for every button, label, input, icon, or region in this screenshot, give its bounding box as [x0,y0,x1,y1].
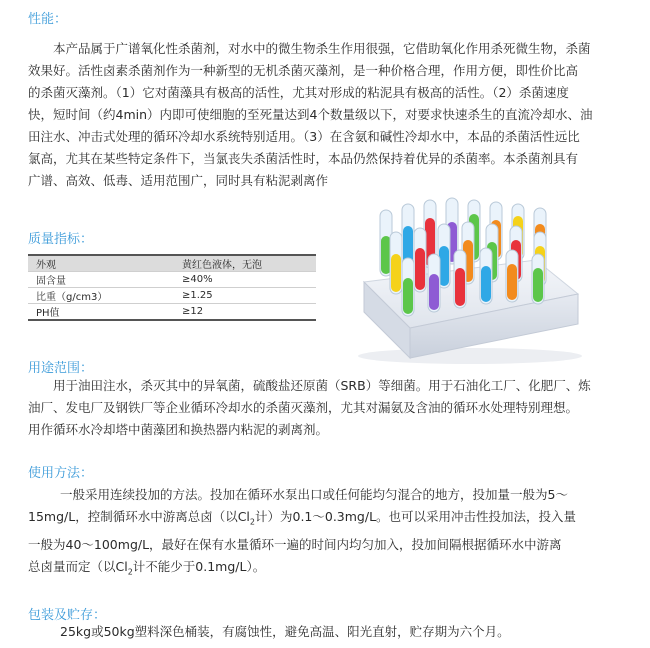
properties-paragraph [28,38,628,192]
quality-table [28,254,316,321]
test-tube [414,228,426,292]
method-text: 计不能少于0.1mg/L）。 [132,558,266,574]
test-tube [428,254,440,312]
table-row [28,272,316,288]
quality-item: 固含量 [28,272,174,288]
properties-line: 本产品属于广谱氧化性杀菌剂，对水中的微生物杀生作用很强，它借助氧化作用杀死微生物，杀菌 [53,41,591,56]
test-tube [506,250,518,302]
method-line: 一般为40～100mg/L，最好在保有水量循环一遍的时间内均匀加入，投加间隔根据循环水中游离 [28,536,562,552]
rack-shadow [358,348,582,364]
usage-scope-line: 用作循环水冷却塔中菌藻团和换热器内粘泥的剥离剂。 [28,422,329,437]
method-text: 计）为0.1～0.3mg/L。也可以采用冲击性投加法，投入量 [255,509,577,524]
storage-paragraph [28,621,628,643]
test-tube [402,258,414,316]
method-line: 一般采用连续投加的方法。投加在循环水泵出口或任何能均匀混合的地方，投加量一般为5～ [60,487,568,502]
usage-scope-line: 用于油田注水，杀灭其中的异氧菌，硫酸盐还原菌（SRB）等细菌。用于石油化工厂、化肥厂、炼 [53,378,591,393]
method-text: 总卤量而定（以Cl [28,558,128,574]
table-row [28,255,316,272]
quality-item: 比重（g/cm3） [28,288,174,304]
table-row [28,304,316,321]
properties-line: 快，短时间（约4min）内即可使细胞的至死量达到4个数量级以下，对要求快速杀生的直流冷却水、油 [28,107,593,122]
method-line [28,506,628,534]
table-row [28,288,316,304]
properties-heading: 性能： [28,12,68,27]
test-tube-rack-image [350,196,582,366]
test-tube [480,248,492,304]
method-heading: 使用方法： [28,466,94,481]
properties-line: 氯高，尤其在某些特定条件下，当氯丧失杀菌活性时，本品仍然保持着优异的杀菌率。本杀菌剂具有 [28,151,579,166]
storage-heading: 包装及贮存： [28,608,107,623]
test-tube [390,232,402,294]
quality-value: ≥1.25 [174,288,316,304]
properties-line: 田注水、冲击式处理的循环冷却水系统特别适用。（3）在含氨和碱性冷却水中，本品的杀菌活性远比 [28,129,580,144]
quality-value: 黄红色液体，无泡 [174,255,316,272]
subscript: 2 [249,517,255,527]
usage-scope-line: 油厂、发电厂及钢铁厂等企业循环冷却水的杀菌灭藻剂，尤其对漏氨及含油的循环水处理特别理想。 [28,400,579,415]
properties-line: 效果好。活性卤素杀菌剂作为一种新型的无机杀菌灭藻剂，是一种价格合理，作用方便，即性价比高 [28,63,579,78]
test-tube [454,250,466,308]
test-tube [532,254,544,304]
method-paragraph [28,484,628,583]
usage-scope-paragraph [28,375,628,441]
method-line [28,556,628,584]
method-text: 15mg/L，控制循环水中游离总卤（以Cl [28,509,250,524]
quality-value: ≥12 [174,304,316,321]
properties-line: 的杀菌灭藻剂。（1）它对菌藻具有极高的活性，尤其对形成的粘泥具有极高的活性。（2）杀菌速度 [28,85,569,100]
usage-scope-heading: 用途范围： [28,361,94,376]
subscript: 2 [127,567,133,576]
quality-item: 外观 [28,255,174,272]
quality-value: ≥40% [174,272,316,288]
properties-line: 广谱、高效、低毒、适用范围广，同时具有粘泥剥离作 [28,173,329,188]
quality-heading: 质量指标： [28,232,94,247]
quality-item: PH值 [28,304,174,321]
storage-line: 25kg或50kg塑料深色桶装，有腐蚀性，避免高温、阳光直射，贮存期为六个月。 [60,624,510,639]
